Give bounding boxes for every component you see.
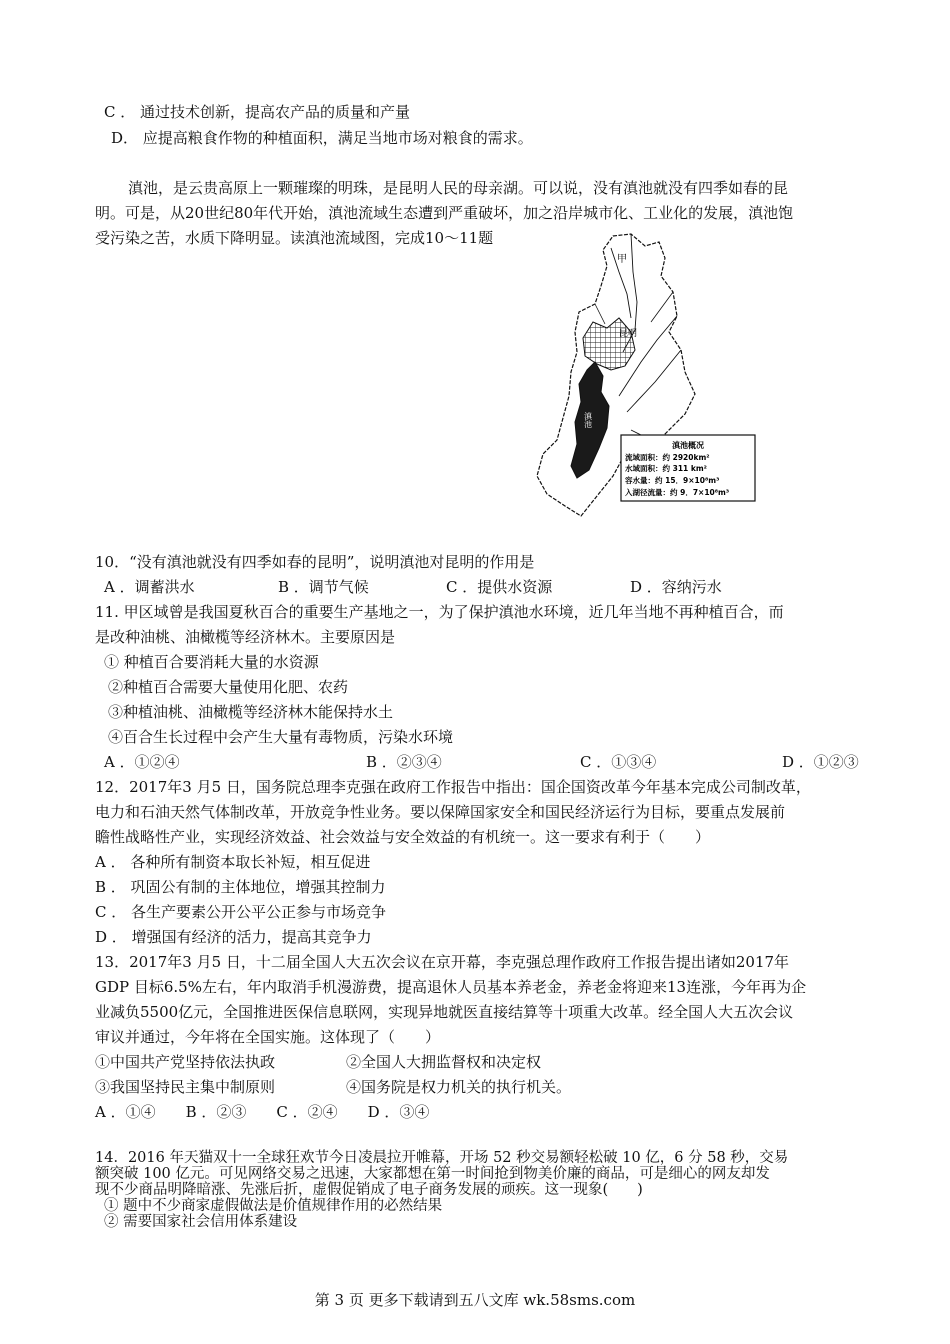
- q13-stem-line-3: 业减负5500亿元，全国推进医保信息联网，实现异地就医直接结算等十项重大改革。经全国人大五次会议: [95, 1003, 794, 1021]
- q11-option-b: B ．②③④: [366, 753, 442, 771]
- dianchi-basin-map: [535, 232, 760, 522]
- q11-statement-4: ④百合生长过程中会产生大量有毒物质，污染水环境: [108, 728, 454, 746]
- info-box-line-2: 水域面积：约 311 km²: [625, 464, 707, 473]
- info-box-line-3: 容水量：约 15．9×10⁸m³: [625, 476, 720, 485]
- q11-stem-line-2: 是改种油桃、油橄榄等经济林木。主要原因是: [95, 628, 396, 646]
- q12-option-a: A ． 各种所有制资本取长补短，相互促进: [95, 853, 371, 871]
- label-jia: 甲: [617, 254, 627, 265]
- info-box-line-1: 流域面积：约 2920km²: [625, 453, 710, 462]
- q12-option-b: B ． 巩固公有制的主体地位，增强其控制力: [95, 878, 386, 896]
- q11-option-c: C ．①③④: [580, 753, 657, 771]
- q12-option-c: C ． 各生产要素公开公平公正参与市场竞争: [95, 903, 387, 921]
- q12-stem-line-3: 瞻性战略性产业，实现经济效益、社会效益与安全效益的有机统一。这一要求有利于（ ）: [95, 828, 711, 846]
- label-dianchi: 滇池: [583, 412, 593, 428]
- q14-stem-line-1: 14．2016 年天猫双十一全球狂欢节今日凌晨拉开帷幕，开场 52 秒交易额轻松破 10 亿，6 分 58 秒，交易: [95, 1150, 789, 1166]
- passage-line-2: 明。可是，从20世纪80年代开始，滇池流域生态遭到严重破坏，加之沿岸城市化、工业化的发展，滇池饱: [95, 204, 794, 222]
- q14-statement-1: ① 题中不少商家虚假做法是价值规律作用的必然结果: [104, 1198, 443, 1214]
- q13-statement-1: ①中国共产党坚持依法执政: [95, 1053, 276, 1071]
- info-box-title: 滇池概况: [672, 441, 704, 450]
- q12-stem-line-2: 电力和石油天然气体制改革，开放竞争性业务。要以保障国家安全和国民经济运行为目标，要重点发展前: [95, 803, 786, 821]
- page-footer: 第 3 页 更多下载请到五八文库 wk.58sms.com: [314, 1291, 636, 1309]
- q13-stem-line-2: GDP 目标6.5%左右，年内取消手机漫游费，提高退休人员基本养老金，养老金将迎来13连涨，今年再为企: [95, 978, 807, 996]
- q14-stem-line-2: 额突破 100 亿元。可见网络交易之迅速，大家都想在第一时间抢到物美价廉的商品，可是细心的网友却发: [95, 1166, 770, 1182]
- q12-option-d: D ． 增强国有经济的活力，提高其竞争力: [95, 928, 372, 946]
- q13-stem-line-4: 审议并通过，今年将在全国实施。这体现了（ ）: [95, 1028, 441, 1046]
- passage-line-1: 滇池，是云贵高原上一颗璀璨的明珠，是昆明人民的母亲湖。可以说，没有滇池就没有四季如春的昆: [128, 179, 789, 197]
- q14-statement-2: ② 需要国家社会信用体系建设: [104, 1214, 298, 1230]
- q13-statement-4: ④国务院是权力机关的执行机关。: [346, 1078, 572, 1096]
- q10-stem: 10．“没有滇池就没有四季如春的昆明”，说明滇池对昆明的作用是: [95, 553, 535, 571]
- q11-option-d: D ．①②③: [782, 753, 859, 771]
- q11-option-a: A ．①②④: [104, 753, 180, 771]
- q10-option-b: B ．调节气候: [278, 578, 369, 596]
- prev-option-d: D． 应提高粮食作物的种植面积，满足当地市场对粮食的需求。: [111, 129, 533, 147]
- q10-option-d: D ．容纳污水: [630, 578, 722, 596]
- q11-stem-line-1: 11. 甲区域曾是我国夏秋百合的重要生产基地之一，为了保护滇池水环境，近几年当地不再种植百合，而: [95, 603, 784, 621]
- q14-stem-line-3: 现不少商品明降暗涨、先涨后折，虚假促销成了电子商务发展的顽疾。这一现象( ): [95, 1182, 643, 1198]
- q11-statement-2: ②种植百合需要大量使用化肥、农药: [108, 678, 349, 696]
- q13-statement-3: ③我国坚持民主集中制原则: [95, 1078, 276, 1096]
- passage-line-3: 受污染之苦，水质下降明显。读滇池流域图，完成10～11题: [95, 229, 494, 247]
- q13-statement-2: ②全国人大拥监督权和决定权: [346, 1053, 542, 1071]
- q11-statement-1: ① 种植百合要消耗大量的水资源: [104, 653, 319, 671]
- prev-option-c: C ． 通过技术创新，提高农产品的质量和产量: [104, 103, 411, 121]
- q11-statement-3: ③种植油桃、油橄榄等经济林木能保持水土: [108, 703, 394, 721]
- q12-stem-line-1: 12．2017年3 月5 日，国务院总理李克强在政府工作报告中指出：国企国资改革今年基本完成公司制改革，: [95, 778, 811, 796]
- q13-options: A ．①④ B ．②③ C ．②④ D ．③④: [95, 1103, 430, 1121]
- q13-stem-line-1: 13．2017年3 月5 日，十二届全国人大五次会议在京开幕，李克强总理作政府工作报告提出诸如2017年: [95, 953, 790, 971]
- label-kunming: 昆明: [619, 329, 638, 339]
- q10-option-c: C ．提供水资源: [446, 578, 553, 596]
- info-box-line-4: 入湖径流量：约 9．7×10⁸m³: [625, 488, 730, 497]
- q10-option-a: A ．调蓄洪水: [104, 578, 195, 596]
